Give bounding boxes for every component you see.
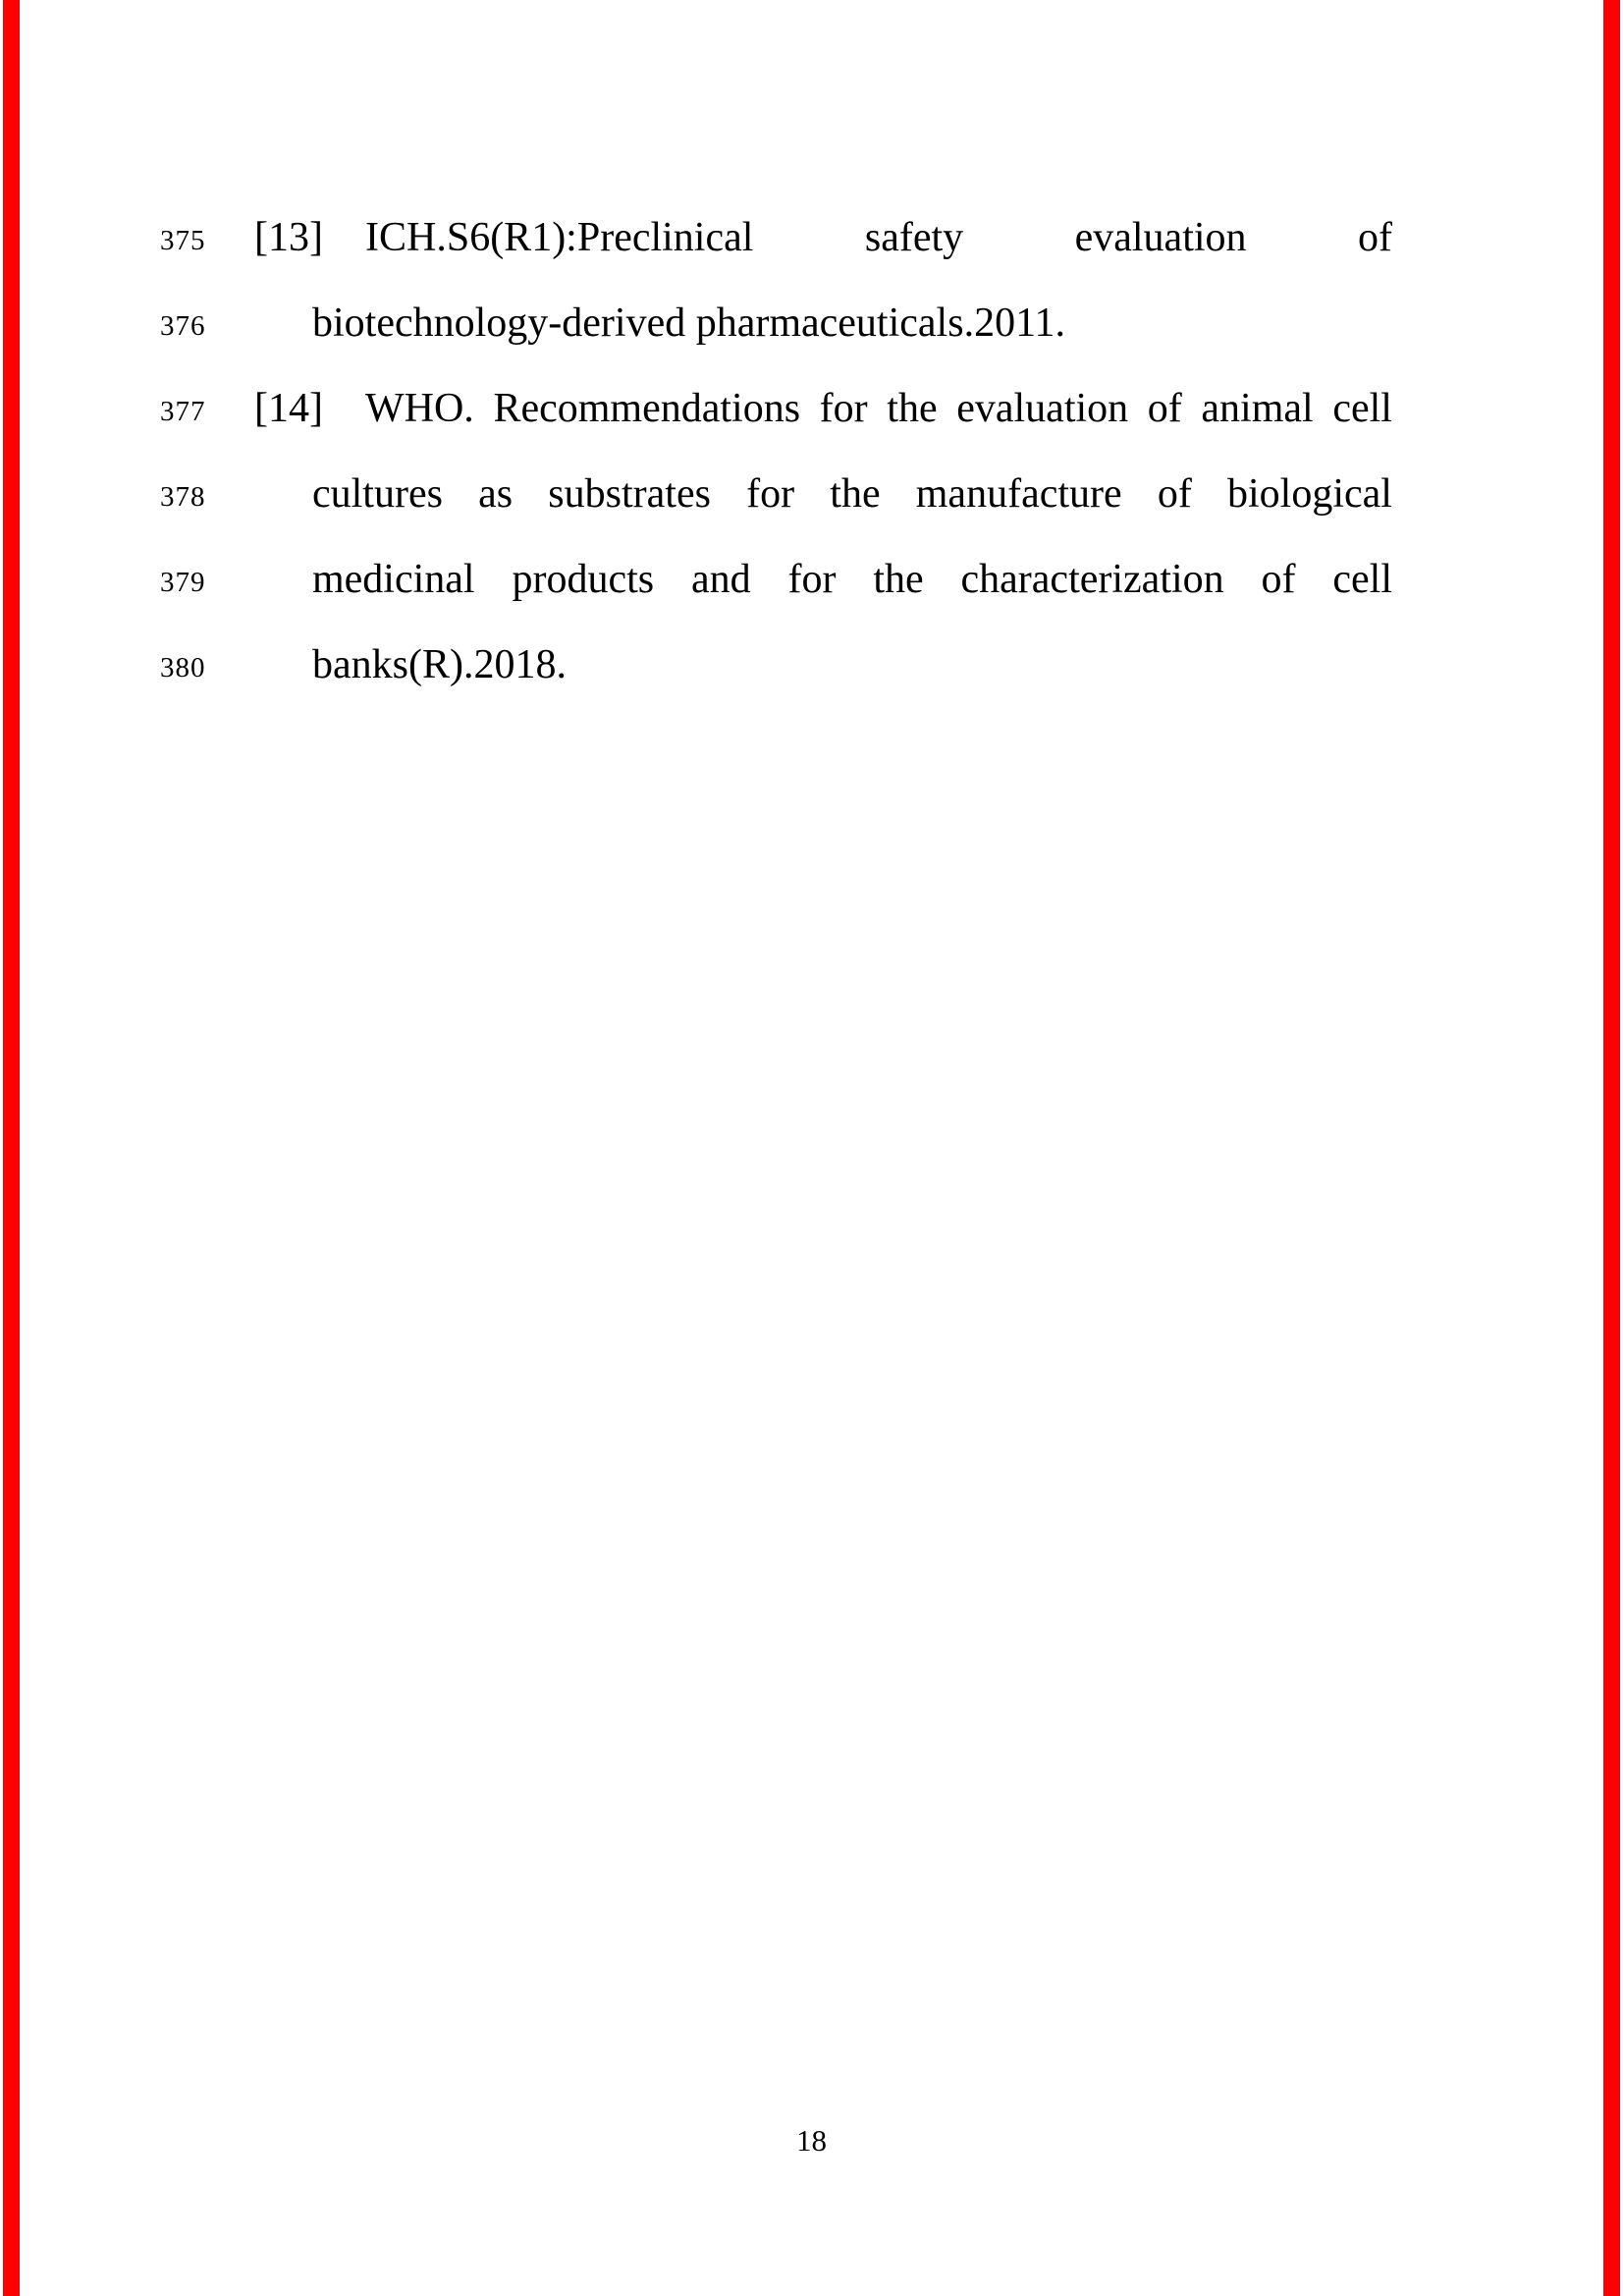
reference-word: substrates [548,471,711,517]
reference-word: the [873,557,924,602]
line-number: 377 [160,396,206,427]
reference-word: the [887,386,938,431]
page-number: 18 [796,2123,827,2158]
reference-word: biological [1227,471,1392,517]
reference-word: evaluation [1074,215,1247,260]
reference-text: banks(R).2018. [312,642,567,687]
reference-word: for [787,557,837,602]
line-number: 375 [160,225,206,256]
reference-marker: [14] [254,386,323,431]
reference-word: and [690,557,751,602]
reference-word: evaluation [956,386,1129,431]
reference-word: of [1261,557,1296,602]
reference-word: WHO. [365,386,474,431]
reference-word: of [1357,215,1392,260]
reference-word: cultures [312,471,443,517]
reference-text: biotechnology-derived pharmaceuticals.2011. [312,301,1066,346]
reference-text [365,381,1392,436]
reference-text [365,210,1392,265]
reference-word: as [478,471,514,517]
reference-word: of [1147,386,1182,431]
reference-word: characterization [960,557,1224,602]
reference-word: ICH.S6(R1):Preclinical [365,215,754,260]
reference-line [0,381,1623,436]
reference-text [312,552,1392,607]
reference-line [0,296,1623,351]
reference-word: of [1157,471,1192,517]
reference-word: the [830,471,881,517]
reference-word: for [746,471,795,517]
line-number: 379 [160,567,206,598]
reference-marker: [13] [254,215,323,260]
reference-line [0,466,1623,521]
reference-line [0,552,1623,607]
reference-word: medicinal [312,557,475,602]
reference-text [312,466,1392,521]
reference-word: safety [864,215,964,260]
reference-word: Recommendations [493,386,801,431]
line-number: 378 [160,481,206,513]
reference-line [0,210,1623,265]
line-number: 376 [160,310,206,342]
reference-word: manufacture [915,471,1122,517]
reference-line [0,637,1623,692]
reference-word: cell [1332,386,1392,431]
reference-word: products [512,557,655,602]
line-number: 380 [160,652,206,683]
reference-word: for [819,386,868,431]
reference-word: cell [1332,557,1392,602]
reference-word: animal [1201,386,1314,431]
